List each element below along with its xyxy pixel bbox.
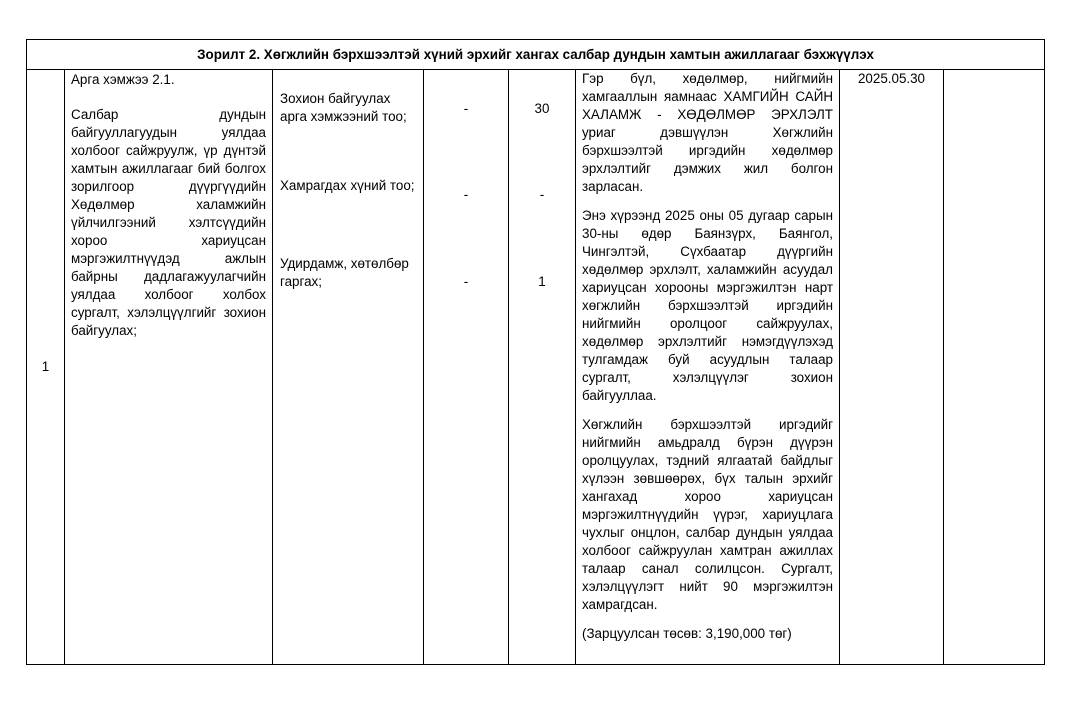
target-value: 30 (534, 101, 550, 116)
objective-row (27, 40, 1045, 70)
indicator-cell (273, 70, 424, 665)
indicator-name: Зохион байгуулах арга хэмжээний тоо; (280, 91, 407, 124)
notes-cell (944, 70, 1045, 665)
baseline-cell (424, 70, 509, 665)
baseline-value: - (463, 274, 469, 289)
implementation-description-cell (576, 70, 840, 665)
budget-spent: (Зарцуулсан төсөв: 3,190,000 төг) (582, 626, 792, 641)
objective-title: Зорилт 2. Хөгжлийн бэрхшээлтэй хүний эрхийг хангах салбар дундын хамтын ажиллагааг бэхжүүлэх (27, 40, 1045, 70)
baseline-value: - (463, 101, 469, 116)
table-row (27, 70, 1045, 665)
measure-cell (65, 70, 273, 665)
measure-heading: Арга хэмжээ 2.1. (71, 72, 175, 87)
baseline-value: - (463, 187, 469, 202)
description-paragraph: Хөгжлийн бэрхшээлтэй иргэдийг нийгмийн амьдралд бүрэн дүүрэн оролцуулах, тэдний ялгаатай байдлыг хүлээн зөвшөөрөх, бүх талын эрхийг хангахад хороо хариуцсан мэргэжилтнүүдийн үүрэг, хариуцлага чухлыг онцлон, салбар дундын уялдаа холбоог сайжруулан хамтран ажиллах талаар санал солилцсон. Сургалт, хэлэлцүүлэгт нийт 90 мэргэжилтэн хамрагдсан. (582, 417, 833, 612)
target-value: 1 (538, 274, 546, 289)
target-cell (509, 70, 576, 665)
description-paragraph: Гэр бүл, хөдөлмөр, нийгмийн хамгааллын яамнаас ХАМГИЙН САЙН ХАЛАМЖ - ХӨДӨЛМӨР ЭРХЛЭЛТ уриаг дэвшүүлэн Хөгжлийн бэрхшээлтэй иргэдийн хөдөлмөр эрхлэлтийг дэмжих жил болгон зарласан. (582, 71, 833, 194)
row-number: 1 (27, 70, 65, 665)
indicator-name: Хамрагдах хүний тоо; (280, 178, 415, 193)
date-cell: 2025.05.30 (840, 70, 944, 665)
indicator-name: Удирдамж, хөтөлбөр гаргах; (280, 256, 409, 289)
measure-text: Салбар дундын байгууллагуудын уялдаа холбоог сайжруулж, үр дүнтэй хамтын ажиллагааг бий болгох зорилгоор дүүргүүдийн Хөдөлмөр халамжийн үйлчилгээний хэлтсүүдийн хороо хариуцсан мэргэжилтнүүдэд ажлын байрны дадлагажуулагчийн уялдаа холбоог холбох сургалт, хэлэлцүүлгийг зохион байгуулах; (71, 107, 266, 338)
description-paragraph: Энэ хүрээнд 2025 оны 05 дугаар сарын 30-ны өдөр Баянзүрх, Баянгол, Чингэлтэй, Сүхбаатар дүүргийн хөдөлмөр эрхлэлт, халамжийн асуудал хариуцсан хорооны мэргэжилтэн нарт хөгжлийн бэрхшээлтэй иргэдийн нийгмийн оролцоог сайжруулах, хөдөлмөр эрхлэлтийг нэмэгдүүлэхэд тулгамдаж буй асуудлын талаар сургалт, хэлэлцүүлэг зохион байгууллаа. (582, 208, 833, 403)
target-value: - (539, 187, 545, 202)
action-plan-table (26, 39, 1045, 665)
